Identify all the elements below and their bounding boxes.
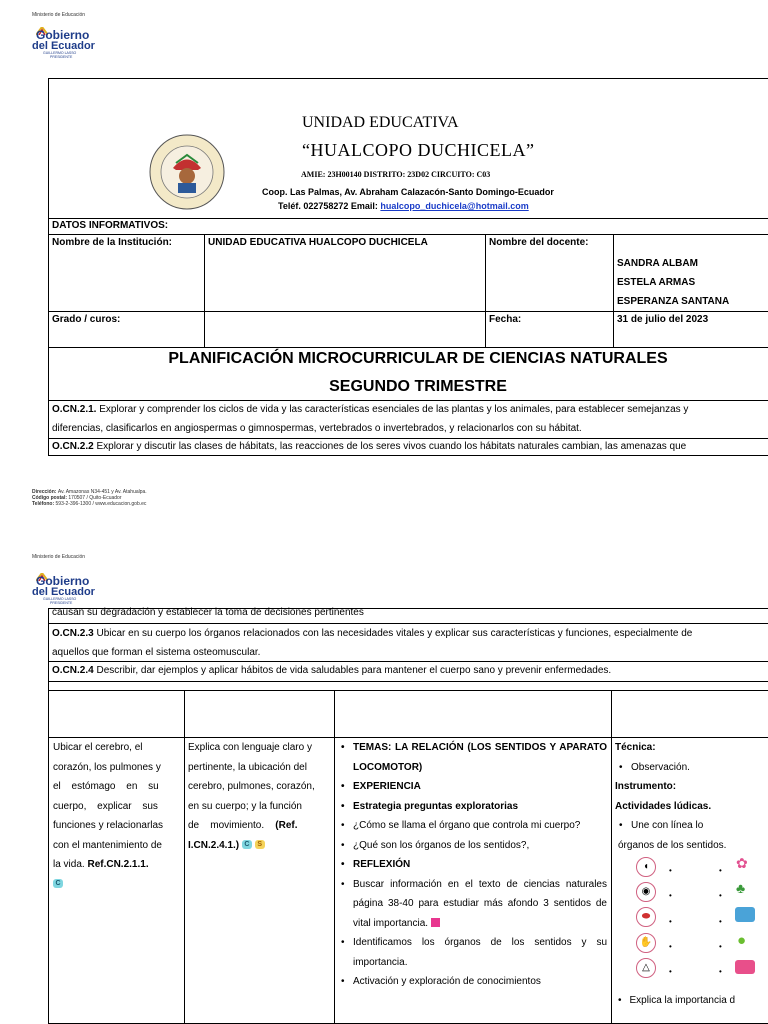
school-seal bbox=[148, 133, 226, 211]
skill-line: corazón, los pulmones y bbox=[53, 761, 161, 773]
skill-ref: Ref.CN.2.1.1. bbox=[87, 859, 149, 870]
logo-line1: Gobierno bbox=[36, 574, 90, 588]
indicator-line: Explica con lenguaje claro y bbox=[188, 742, 312, 753]
objective-code: O.CN.2.1. bbox=[52, 404, 97, 415]
logo-line2: del Ecuador bbox=[32, 586, 95, 598]
skill-line: el estómago en su bbox=[53, 781, 159, 792]
topic-item: • TEMAS: LA RELACIÓN (LOS SENTIDOS Y APARATO LOCOMOTOR) bbox=[337, 738, 607, 777]
header-cell bbox=[611, 690, 768, 738]
teacher-name: ESTELA ARMAS bbox=[617, 277, 696, 288]
school-name: “HUALCOPO DUCHICELA” bbox=[302, 140, 535, 160]
skill-line: la vida. bbox=[53, 859, 88, 870]
objective-code: O.CN.2.2 bbox=[52, 441, 94, 452]
grade-label: Grado / curos: bbox=[48, 311, 205, 348]
indicator-ref: I.CN.2.4.1.) bbox=[188, 839, 240, 851]
footer-text: 170507 / Quito-Ecuador bbox=[68, 495, 122, 501]
skill-line: funciones y relacionarlas bbox=[53, 820, 164, 831]
school-codes: AMIE: 23H00140 DISTRITO: 23D02 CIRCUITO: C03 bbox=[301, 170, 491, 179]
teacher-list bbox=[613, 234, 768, 312]
grade-value bbox=[204, 311, 486, 348]
school-contact bbox=[278, 201, 529, 211]
skill-line: cuerpo, explicar sus bbox=[53, 800, 158, 812]
search-item bbox=[337, 875, 607, 934]
page-footer bbox=[32, 489, 147, 507]
indicator-line: pertinente, la ubicación del bbox=[188, 761, 307, 773]
teacher-name: ESPERANZA SANTANA bbox=[617, 296, 730, 307]
objective-text: Explorar y discutir las clases de hábitats, las reacciones de los seres vivos cuando los hábitats naturales cambian, las amenazas que bbox=[93, 441, 687, 452]
activation-item: • Activación y exploración de conocimientos bbox=[337, 972, 607, 992]
objective-text: Describir, dar ejemplos y aplicar hábitos de vida saludables para mantener el cuerpo sano y prevenir enfermedades. bbox=[93, 665, 612, 676]
explain-item: • Explica la importancia d bbox=[618, 995, 736, 1006]
left-dots: • • • • • bbox=[669, 866, 672, 977]
objective-2-cont: causan su degradación y establecer la toma de decisiones pertinentes bbox=[52, 607, 364, 618]
objective-text: Ubicar en su cuerpo los órganos relacionados con las necesidades vitales y explicar sus características y funciones, especialmente de bbox=[93, 628, 693, 639]
objective-code: O.CN.2.4 bbox=[52, 665, 94, 676]
hand-icon: ✋ bbox=[636, 933, 656, 953]
teacher-label: Nombre del docente: bbox=[485, 234, 614, 312]
logo-line3: GUILLERMO LASSO bbox=[43, 597, 77, 601]
tv-icon bbox=[735, 907, 755, 922]
plan-title: PLANIFICACIÓN MICROCURRICULAR DE CIENCIAS NATURALES bbox=[168, 350, 668, 367]
indicator-line: cerebro, pulmones, corazón, bbox=[188, 781, 315, 792]
institution-label: Nombre de la Institución: bbox=[48, 234, 205, 312]
header-cell bbox=[184, 690, 335, 738]
pink-marker-icon bbox=[431, 918, 440, 927]
strategy-item: • Estrategia preguntas exploratorias bbox=[337, 797, 607, 817]
skill-cell bbox=[48, 737, 185, 1024]
footer-text: 593-2-396-1300 / www.educacion.gob.ec bbox=[55, 501, 147, 507]
activities-cell bbox=[334, 737, 612, 1024]
government-logo bbox=[32, 24, 102, 59]
school-label: UNIDAD EDUCATIVA bbox=[302, 114, 459, 131]
logo-line4: PRESIDENTE bbox=[50, 601, 73, 605]
flower-icon: ✿ bbox=[736, 855, 748, 871]
indicator-line: de movimiento. bbox=[188, 820, 276, 831]
explain-text: Explica la importancia d bbox=[629, 995, 736, 1006]
date-label: Fecha: bbox=[485, 311, 614, 348]
logo-line2: del Ecuador bbox=[32, 40, 95, 52]
teacher-name: SANDRA ALBAM bbox=[617, 258, 698, 269]
competence-badge-icon: C bbox=[53, 879, 63, 888]
technique-item: • Observación. bbox=[615, 758, 768, 778]
logo-line3: GUILLERMO LASSO bbox=[43, 51, 77, 55]
identify-item: • Identificamos los órganos de los sentidos y su importancia. bbox=[337, 933, 607, 972]
email-link[interactable]: hualcopo_duchicela@hotmail.com bbox=[380, 201, 529, 211]
eye-icon: ◉ bbox=[636, 882, 656, 902]
objective-divider bbox=[48, 681, 768, 682]
apple-icon: ● bbox=[737, 932, 747, 949]
question-item: • ¿Qué son los órganos de los sentidos?, bbox=[337, 836, 607, 856]
objective-text: diferencias, clasificarlos en angiospermas o gimnospermas, vertebrados o invertebrados, y relacionarlos con su hábitat. bbox=[52, 423, 582, 434]
ministry-label: Ministerio de Educación bbox=[32, 554, 86, 560]
cactus-icon: ♣ bbox=[736, 880, 746, 896]
date-value: 31 de julio del 2023 bbox=[613, 311, 768, 348]
logo-line1: Gobierno bbox=[36, 28, 90, 42]
competence-badge-icon: C bbox=[242, 840, 252, 849]
footer-label: Teléfono: bbox=[32, 501, 56, 507]
header-cell bbox=[334, 690, 612, 738]
match-instruction-2: órganos de los sentidos. bbox=[618, 839, 727, 851]
mouth-icon: ⬬ bbox=[636, 907, 656, 927]
experience-item: • EXPERIENCIA bbox=[337, 777, 607, 797]
plan-subtitle: SEGUNDO TRIMESTRE bbox=[329, 378, 507, 395]
technique-label: Técnica: bbox=[615, 742, 656, 753]
logo-line4: PRESIDENTE bbox=[50, 55, 73, 59]
phone-label: Teléf. 022758272 Email: bbox=[278, 201, 381, 211]
objective-code: O.CN.2.3 bbox=[52, 628, 94, 639]
objective-3 bbox=[52, 624, 692, 662]
social-badge-icon: S bbox=[255, 840, 265, 849]
objective-text: aquellos que forman el sistema osteomuscular. bbox=[52, 647, 261, 658]
objective-2 bbox=[52, 437, 686, 456]
footer-label: Código postal: bbox=[32, 495, 69, 501]
objective-text: Explorar y comprender los ciclos de vida y las características esenciales de las plantas y los animales, para establecer semejanzas y bbox=[96, 404, 689, 415]
info-divider bbox=[48, 218, 768, 219]
ear-icon: ◖ bbox=[636, 857, 656, 877]
government-logo bbox=[32, 570, 102, 605]
objective-4 bbox=[52, 661, 611, 680]
question-item: • ¿Cómo se llama el órgano que controla mi cuerpo? bbox=[337, 816, 607, 836]
search-text: Buscar información en el texto de ciencias naturales página 38-40 para estudiar más afondo 3 sentidos de vital importancia. bbox=[353, 878, 607, 929]
header-cell bbox=[48, 690, 185, 738]
footer-label: Dirección: bbox=[32, 489, 58, 495]
reflection-item: • REFLEXIÓN bbox=[337, 855, 607, 875]
ministry-label: Ministerio de Educación bbox=[32, 12, 86, 18]
nose-icon: △ bbox=[636, 958, 656, 978]
indicator-line: en su cuerpo; y la función bbox=[188, 800, 302, 812]
activities-label: Actividades lúdicas. bbox=[615, 800, 712, 812]
instrument-label: Instrumento: bbox=[615, 781, 677, 792]
skill-line: Ubicar el cerebro, el bbox=[53, 742, 143, 753]
school-address: Coop. Las Palmas, Av. Abraham Calazacón-Santo Domingo-Ecuador bbox=[262, 187, 554, 197]
right-dots: • • • • • bbox=[719, 866, 722, 977]
indicator-ref: (Ref. bbox=[275, 820, 298, 831]
match-instruction: • Une con línea lo bbox=[615, 816, 768, 836]
radio-icon bbox=[735, 960, 755, 974]
indicator-cell bbox=[184, 737, 335, 1024]
objective-1 bbox=[52, 400, 688, 438]
footer-text: Av. Amazonas N34-451 y Av. Atahualpa. bbox=[57, 489, 147, 495]
institution-value: UNIDAD EDUCATIVA HUALCOPO DUCHICELA bbox=[204, 234, 486, 312]
info-section-title: DATOS INFORMATIVOS: bbox=[52, 220, 169, 231]
skill-line: con el mantenimiento de bbox=[53, 839, 162, 851]
